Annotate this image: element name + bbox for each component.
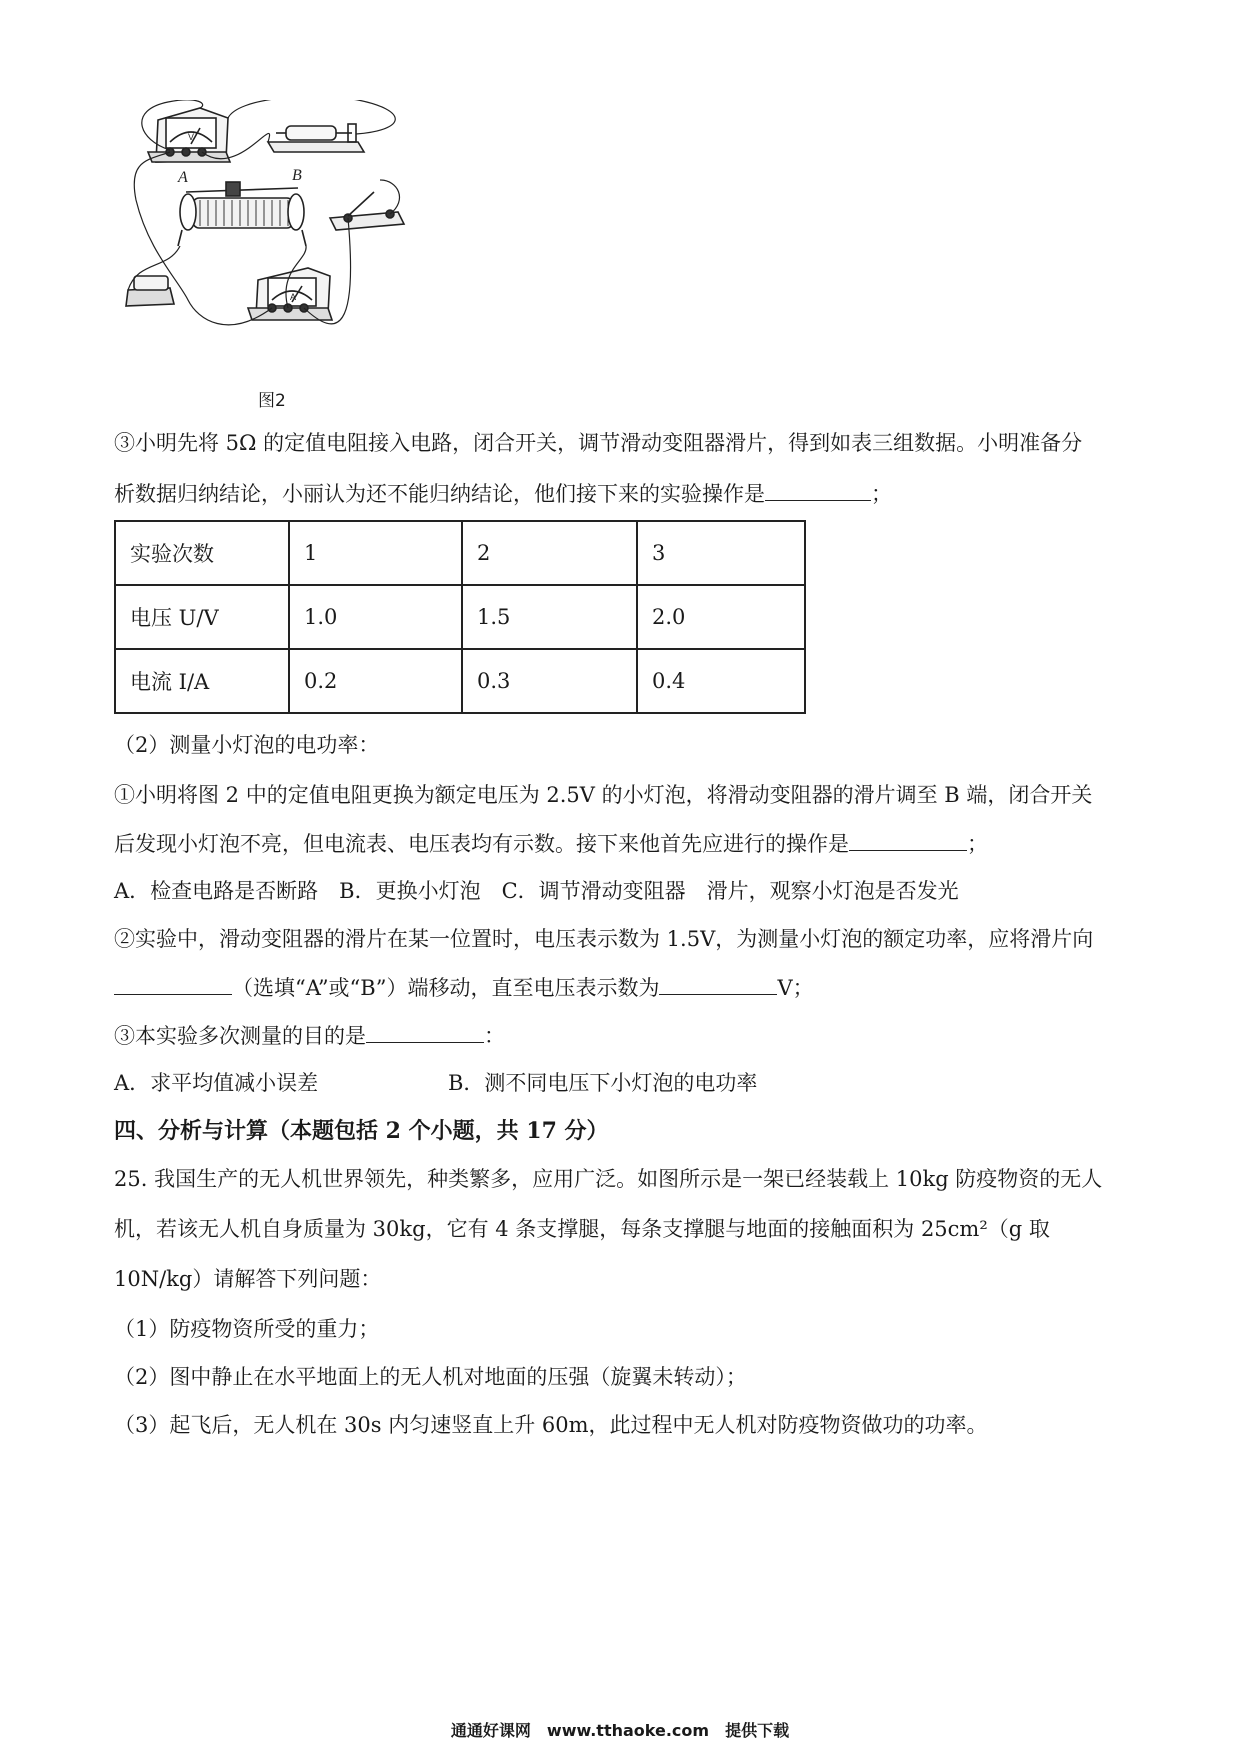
table-cell: 2 [462,521,637,585]
question-text-with-blank [114,1020,505,1051]
answer-option-b: B．测不同电压下小灯泡的电功率 [448,1071,758,1095]
terminal-a-label: A [178,169,188,186]
subquestion: （3）起飞后，无人机在 30s 内匀速竖直上升 60m，此过程中无人机对防疫物资做功的功率。 [114,1413,988,1437]
answer-blank[interactable] [366,1020,484,1043]
table-row [115,585,805,649]
table-cell: 3 [637,521,805,585]
table-cell: 1.0 [289,585,462,649]
question-text-with-blank [114,478,892,509]
punctuation: ： [484,1024,505,1048]
section-heading: 四、分析与计算（本题包括 2 个小题，共 17 分） [114,1118,609,1144]
question-text: 25. 我国生产的无人机世界领先，种类繁多，应用广泛。如图所示是一架已经装载上 10kg 防疫物资的无人 [114,1167,1103,1191]
resistor-icon [268,124,364,152]
table-cell: 电流 I/A [115,649,289,713]
table-cell: 0.4 [637,649,805,713]
subquestion: （1）防疫物资所受的重力； [114,1317,380,1341]
voltmeter-label: V [188,132,195,142]
rheostat-icon [178,182,306,246]
table-cell: 实验次数 [115,521,289,585]
punctuation: ； [871,482,892,506]
terminal-b-label: B [292,167,302,184]
question-text: 机，若该无人机自身质量为 30kg，它有 4 条支撑腿，每条支撑腿与地面的接触面积为 25cm²（g 取 [114,1217,1050,1241]
answer-blank[interactable] [765,478,871,501]
table-cell: 电压 U/V [115,585,289,649]
table-cell: 1.5 [462,585,637,649]
answer-blank[interactable] [659,972,777,995]
subquestion: （2）图中静止在水平地面上的无人机对地面的压强（旋翼未转动）； [114,1365,747,1389]
question-text: ②实验中，滑动变阻器的滑片在某一位置时，电压表示数为 1.5V，为测量小灯泡的额定功率，应将滑片向 [114,927,1094,951]
page-footer: 通通好课网 www.tthaoke.com 提供下载 [450,1721,790,1740]
question-text: ③本实验多次测量的目的是 [114,1024,366,1048]
table-row [115,649,805,713]
answer-option-a: A．求平均值减小误差 [114,1071,319,1095]
figure-caption: 图2 [258,391,286,411]
data-table [114,520,806,714]
question-text: 后发现小灯泡不亮，但电流表、电压表均有示数。接下来他首先应进行的操作是 [114,832,849,856]
question-text: 析数据归纳结论，小丽认为还不能归纳结论，他们接下来的实验操作是 [114,482,765,506]
circuit-figure [108,100,448,400]
question-text: ①小明将图 2 中的定值电阻更换为额定电压为 2.5V 的小灯泡，将滑动变阻器的滑片调至 B 端，闭合开关 [114,783,1093,807]
ammeter-label: A [290,292,297,302]
table-row [115,521,805,585]
table-cell: 0.3 [462,649,637,713]
unit-text: V； [777,976,814,1000]
punctuation: ； [967,832,988,856]
question-text-with-blank [114,972,814,1003]
answer-blank[interactable] [849,828,967,851]
answer-blank[interactable] [114,972,232,995]
answer-options: A．检查电路是否断路 B．更换小灯泡 C．调节滑动变阻器 滑片，观察小灯泡是否发光 [114,879,959,903]
table-cell: 1 [289,521,462,585]
table-cell: 2.0 [637,585,805,649]
circuit-illustration [108,100,448,400]
question-text: ③小明先将 5Ω 的定值电阻接入电路，闭合开关，调节滑动变阻器滑片，得到如表三组数据。小明准备分 [114,431,1083,455]
question-text-with-blank [114,828,988,859]
subquestion-title: （2）测量小灯泡的电功率： [114,733,380,757]
question-text: （选填“A”或“B”）端移动，直至电压表示数为 [232,976,660,1000]
table-cell: 0.2 [289,649,462,713]
question-text: 10N/kg）请解答下列问题： [114,1267,382,1291]
